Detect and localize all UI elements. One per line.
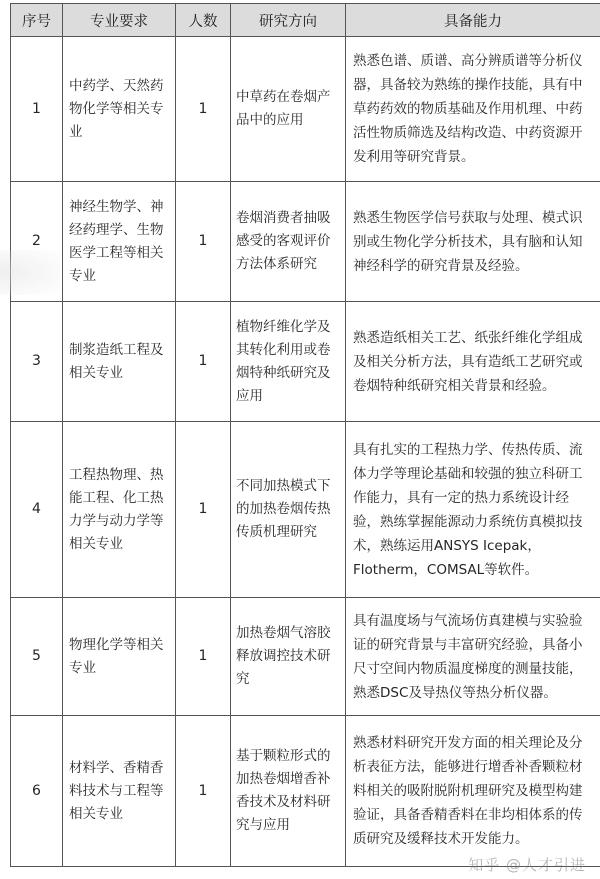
cell-seq: 1 bbox=[11, 37, 63, 182]
cell-direction: 中草药在卷烟产品中的应用 bbox=[231, 37, 346, 182]
cell-direction: 卷烟消费者抽吸感受的客观评价方法体系研究 bbox=[231, 182, 346, 302]
header-direction: 研究方向 bbox=[231, 4, 346, 37]
cell-direction: 加热卷烟气溶胶释放调控技术研究 bbox=[231, 598, 346, 716]
watermark: 知乎 @人才引进 bbox=[468, 856, 586, 874]
cell-count: 1 bbox=[176, 302, 231, 422]
cell-ability: 具有温度场与气流场仿真建模与实验验证的研究背景与丰富研究经验，具备小尺寸空间内物质温度梯度的测量技能，熟悉DSC及导热仪等热分析仪器。 bbox=[346, 598, 600, 716]
cell-direction: 基于颗粒形式的加热卷烟增香补香技术及材料研究与应用 bbox=[231, 716, 346, 867]
table-row bbox=[11, 182, 600, 302]
cell-ability: 熟悉生物医学信号获取与处理、模式识别或生物化学分析技术，具有脑和认知神经科学的研究背景及经验。 bbox=[346, 182, 600, 302]
table-header bbox=[11, 4, 600, 37]
header-count: 人数 bbox=[176, 4, 231, 37]
cell-ability: 熟悉色谱、质谱、高分辨质谱等分析仪器，具备较为熟练的操作技能，具有中草药药效的物质基础及作用机理、中药活性物质筛选及结构改造、中药资源开发利用等研究背景。 bbox=[346, 37, 600, 182]
cell-direction: 不同加热模式下的加热卷烟传热传质机理研究 bbox=[231, 422, 346, 598]
table-row bbox=[11, 302, 600, 422]
header-seq: 序号 bbox=[11, 4, 63, 37]
cell-count: 1 bbox=[176, 598, 231, 716]
cell-ability: 熟悉材料研究开发方面的相关理论及分析表征方法，能够进行增香补香颗粒材料相关的吸附脱附机理研究及模型构建验证，具备香精香料在非均相体系的传质研究及缓释技术开发能力。 bbox=[346, 716, 600, 867]
table-row bbox=[11, 716, 600, 867]
cell-major: 工程热物理、热能工程、化工热力学与动力学等相关专业 bbox=[63, 422, 176, 598]
cell-major: 神经生物学、神经药理学、生物医学工程等相关专业 bbox=[63, 182, 176, 302]
cell-direction: 植物纤维化学及其转化利用或卷烟特种纸研究及应用 bbox=[231, 302, 346, 422]
table-body bbox=[11, 37, 600, 867]
header-row bbox=[11, 4, 600, 37]
cell-seq: 6 bbox=[11, 716, 63, 867]
table-row bbox=[11, 422, 600, 598]
cell-ability: 熟悉造纸相关工艺、纸张纤维化学组成及相关分析方法，具有造纸工艺研究或卷烟特种纸研究相关背景和经验。 bbox=[346, 302, 600, 422]
recruitment-table bbox=[10, 3, 600, 867]
cell-count: 1 bbox=[176, 37, 231, 182]
cell-seq: 3 bbox=[11, 302, 63, 422]
cell-seq: 5 bbox=[11, 598, 63, 716]
table-row bbox=[11, 37, 600, 182]
cell-ability: 具有扎实的工程热力学、传热传质、流体力学等理论基础和较强的独立科研工作能力，具有一定的热力系统设计经验，熟练掌握能源动力系统仿真模拟技术，熟练运用ANSYS Icepak，Flotherm，COMSAL等软件。 bbox=[346, 422, 600, 598]
cell-count: 1 bbox=[176, 422, 231, 598]
cell-major: 中药学、天然药物化学等相关专业 bbox=[63, 37, 176, 182]
cell-major: 材料学、香精香料技术与工程等相关专业 bbox=[63, 716, 176, 867]
cell-seq: 4 bbox=[11, 422, 63, 598]
recruitment-table-page bbox=[10, 3, 600, 867]
cell-seq: 2 bbox=[11, 182, 63, 302]
table-row bbox=[11, 598, 600, 716]
cell-count: 1 bbox=[176, 182, 231, 302]
cell-major: 制浆造纸工程及相关专业 bbox=[63, 302, 176, 422]
header-ability: 具备能力 bbox=[346, 4, 600, 37]
cell-major: 物理化学等相关专业 bbox=[63, 598, 176, 716]
cell-count: 1 bbox=[176, 716, 231, 867]
header-major: 专业要求 bbox=[63, 4, 176, 37]
